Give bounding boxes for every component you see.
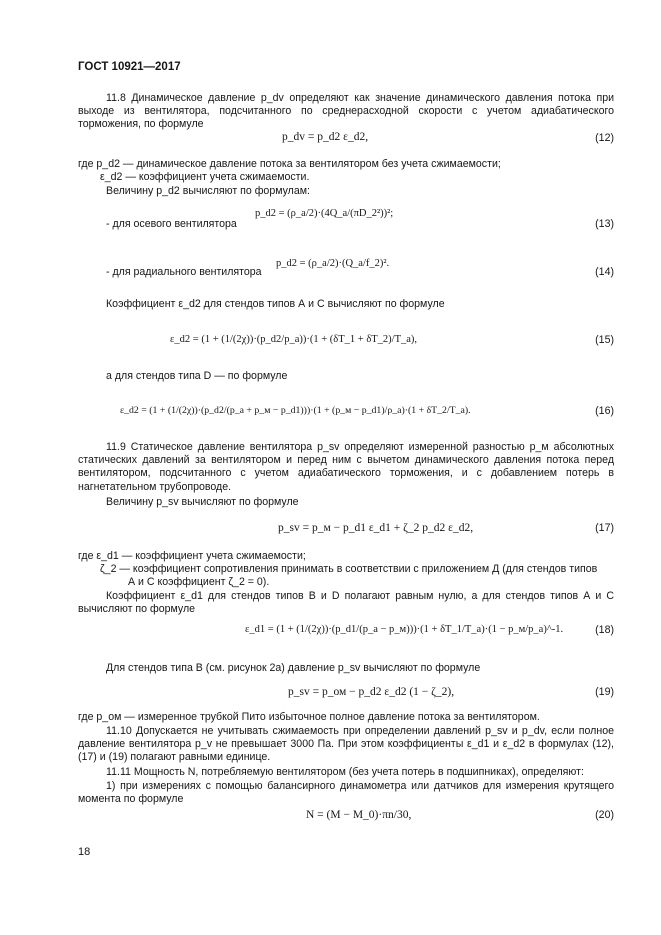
paragraph-11-8: 11.8 Динамическое давление p_dv определяют как значение динамического давления потока при выходе из вентилятора, подсчитанного по среднерасходной скорости с учетом адиабатического торможения, по формуле [78, 92, 614, 131]
equation-number-15: (15) [595, 334, 614, 346]
where-ed1: где ε_d1 — коэффициент учета сжимаемости; [78, 550, 306, 562]
equation-number-13: (13) [595, 218, 614, 230]
formula-20: N = (M − M_0)·πn/30, [306, 809, 412, 821]
where-pom: где p_ом — измеренное трубкой Пито избыточное полное давление потока за вентилятором. [78, 711, 540, 723]
formula-16: ε_d2 = (1 + (1/(2χ))·(p_d2/(p_a + p_м − p_d1)))·(1 + (p_м − p_d1)/ρ_a)·(1 + δT_2/T_a). [120, 405, 471, 416]
where-zeta2-cont: А и С коэффициент ζ_2 = 0). [128, 576, 270, 588]
equation-number-14: (14) [595, 266, 614, 278]
type-b-intro: Для стендов типа В (см. рисунок 2а) давление p_sv вычисляют по формуле [106, 662, 481, 674]
values-pd2-intro: Величину p_d2 вычисляют по формулам: [106, 185, 310, 197]
values-psv-intro: Величину p_sv вычисляют по формуле [106, 496, 299, 508]
formula-14: p_d2 = (ρ_a/2)·(Q_a/f_2)². [276, 258, 390, 269]
where-ed2: ε_d2 — коэффициент учета сжимаемости. [100, 171, 310, 183]
axial-fan-label: - для осевого вентилятора [106, 218, 237, 230]
where-zeta2: ζ_2 — коэффициент сопротивления принимать в соответствии с приложением Д (для стендов типов [100, 563, 598, 575]
paragraph-11-9: 11.9 Статическое давление вентилятора p_sv определяют измеренной разностью p_м абсолютных статических давлений за вентилятором и перед ним с вычетом динамического давления потока перед вентилятором, подсчитанного с учетом адиабатического торможения, и с добавлением потерь в нагнетательном трубопроводе. [78, 441, 614, 493]
page-number: 18 [78, 846, 91, 858]
paragraph-11-11: 11.11 Мощность N, потребляемую вентилятором (без учета потерь в подшипниках), определяют: [106, 766, 584, 778]
equation-number-17: (17) [595, 522, 614, 534]
formula-12: p_dv = p_d2 ε_d2, [282, 131, 369, 143]
coef-ed1-paragraph: Коэффициент ε_d1 для стендов типов В и D полагают равным нулю, а для стендов типов А и С вычисляют по формуле [78, 590, 614, 616]
formula-19: p_sv = p_ом − p_d2 ε_d2 (1 − ζ_2), [288, 686, 455, 698]
formula-15: ε_d2 = (1 + (1/(2χ))·(p_d2/p_a))·(1 + (δT_1 + δT_2)/T_a), [170, 334, 418, 345]
formula-17: p_sv = p_м − p_d1 ε_d1 + ζ_2 p_d2 ε_d2, [278, 522, 474, 534]
equation-number-12: (12) [595, 132, 614, 144]
document-header: ГОСТ 10921—2017 [78, 61, 181, 73]
coef-ac-intro: Коэффициент ε_d2 для стендов типов А и С вычисляют по формуле [106, 298, 445, 310]
coef-d-intro: а для стендов типа D — по формуле [106, 370, 288, 382]
radial-fan-label: - для радиального вентилятора [106, 266, 262, 278]
equation-number-20: (20) [595, 809, 614, 821]
formula-13: p_d2 = (ρ_a/2)·(4Q_a/(πD_2²))²; [255, 208, 394, 219]
where-pd2: где p_d2 — динамическое давление потока за вентилятором без учета сжимаемости; [78, 158, 501, 170]
formula-18: ε_d1 = (1 + (1/(2χ))·(p_d1/(p_a − p_м)))·(1 + δT_1/T_a)·(1 − p_м/p_a)^-1. [245, 624, 564, 635]
equation-number-18: (18) [595, 624, 614, 636]
paragraph-11-10: 11.10 Допускается не учитывать сжимаемость при определении давлений p_sv и p_dv, если полное давление вентилятора p_v не превышает 3000 Па. При этом коэффициенты ε_d1 и ε_d2 в формулах (12), (17) и (19) полагают равными единице. [78, 725, 614, 764]
equation-number-19: (19) [595, 686, 614, 698]
item-1-dynamometer: 1) при измерениях с помощью балансирного динамометра или датчиков для измерения крутящего момента по формуле [78, 780, 614, 806]
equation-number-16: (16) [595, 405, 614, 417]
